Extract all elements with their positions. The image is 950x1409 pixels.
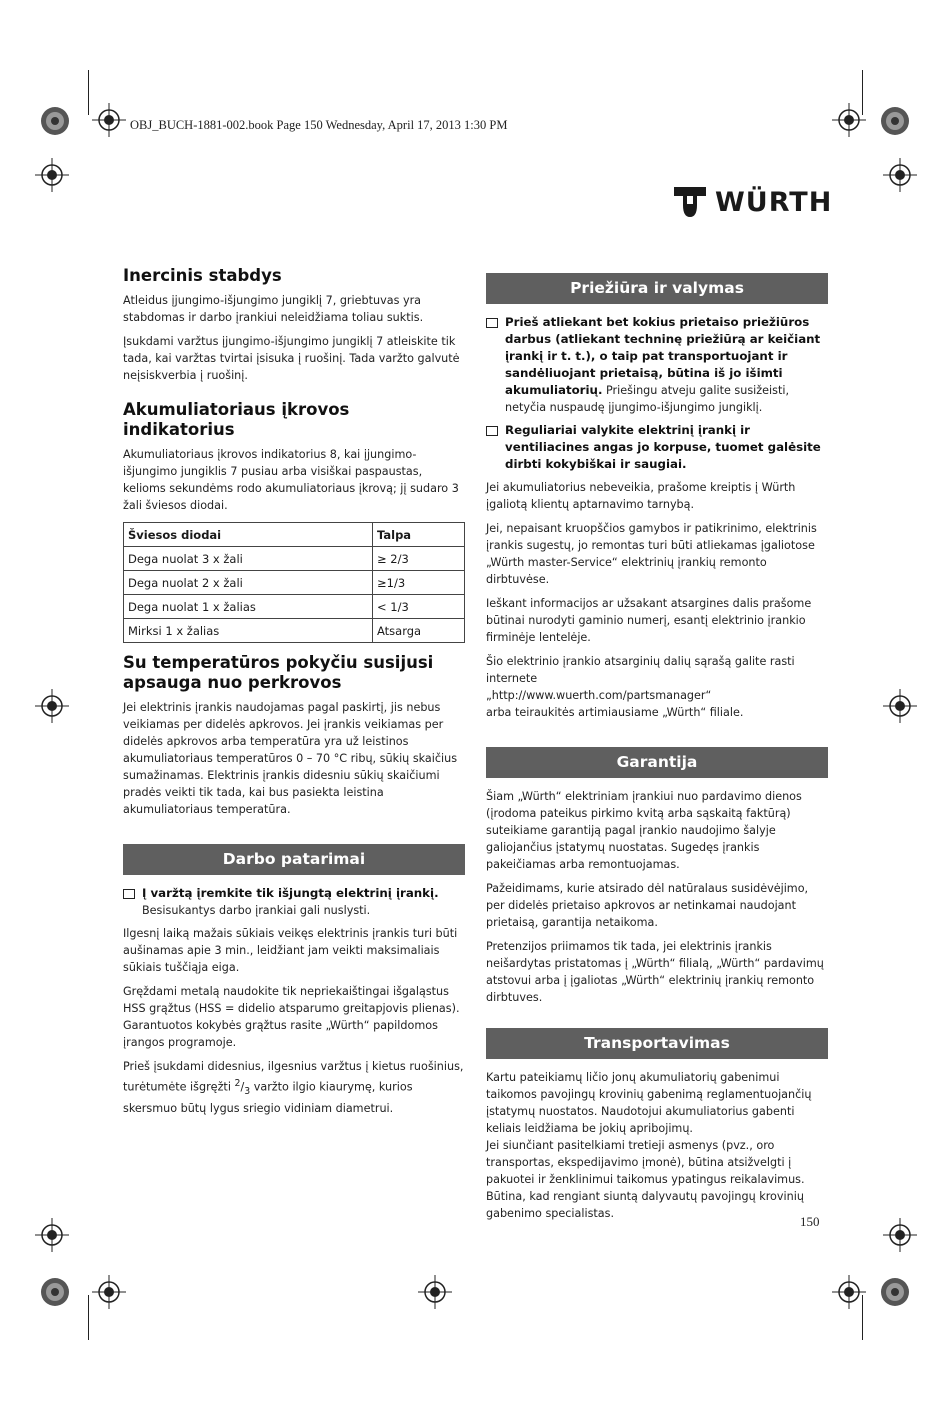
checkbox-icon <box>486 318 498 328</box>
table-cell: Mirksi 1 x žalias <box>124 619 373 643</box>
checkbox-icon <box>486 426 498 436</box>
paragraph: Pretenzijos priimamos tik tada, jei elektrinis įrankis neišardytas pristatomas į „Würth“ filialą, „Würth“ pardavimų atstovui arba į įgaliotas „Würth“ elektrinių įrankių remonto dirbtuves. <box>486 940 824 1004</box>
right-column <box>486 273 828 1229</box>
paragraph: Akumuliatoriaus įkrovos indikatorius 8, kai įjungimo-išjungimo jungiklis 7 pusiau arba visiškai paspaustas, kelioms sekundėms rodo akumuliatoriaus įkrovą; jį sudaro 3 žali šviesos diodai. <box>123 448 459 512</box>
crop-line <box>862 70 863 115</box>
table-cell: Dega nuolat 2 x žali <box>124 571 373 595</box>
bullet-text <box>505 314 828 416</box>
text-run: varžto ilgio kiaurymę, kurios skersmuo būtų lygus sriegio vidiniam diametrui. <box>123 1080 413 1115</box>
registration-mark-left-bottom <box>35 1218 69 1252</box>
registration-mark-bottom-right <box>832 1275 866 1309</box>
crop-line <box>862 1295 863 1340</box>
section-title-bar: Darbo patarimai <box>123 844 465 875</box>
registration-mark-right-middle <box>883 689 917 723</box>
paragraph: Ieškant informacijos ar užsakant atsargines dalis prašome būtinai nurodyti gaminio numerį, esantį elektrinio įrankio firminėje lentelėje. <box>486 597 812 644</box>
section-transport <box>486 1028 828 1222</box>
section-warranty <box>486 747 828 1006</box>
paragraph: Šiam „Würth“ elektriniam įrankiui nuo pardavimo dienos (įrodoma pateikus pirkimo kvitą arba sąskaitą faktūrą) suteikiame garantiją pagal įrankio naudojimo šalyje galiojančius įstatymų nuostatas. Sugedęs įrankis pakeičiamas arba remontuojamas. <box>486 790 802 871</box>
table-header-row <box>124 523 465 547</box>
print-header: OBJ_BUCH-1881-002.book Page 150 Wednesday, April 17, 2013 1:30 PM <box>130 118 508 132</box>
bullet-bold: Į varžtą įremkite tik išjungtą elektrinį įrankį. <box>142 886 439 900</box>
crop-line <box>88 1295 89 1340</box>
paragraph: Jei, nepaisant kruopščios gamybos ir patikrinimo, elektrinis įrankis sugestų, jo remontas turi būti atliekamas įgaliotose „Würth master-Service“ elektrinių įrankių remonto dirbtuvėse. <box>486 522 817 586</box>
checkbox-bullet <box>486 314 828 416</box>
registration-mark-left-middle <box>35 689 69 723</box>
bullet-text <box>142 885 439 919</box>
table-cell: Dega nuolat 1 x žalias <box>124 595 373 619</box>
color-wheel-bottom-right <box>880 1277 910 1307</box>
section-title-bar: Transportavimas <box>486 1028 828 1059</box>
left-column <box>123 266 465 1124</box>
table-cell: Dega nuolat 3 x žali <box>124 547 373 571</box>
fraction-denominator: 3 <box>244 1085 251 1097</box>
registration-mark-top-left <box>92 103 126 137</box>
table-cell: Atsarga <box>373 619 465 643</box>
bullet-note: Priešingu atveju galite susižeisti, netyčia nuspaudę įjungimo-išjungimo jungiklį. <box>505 384 790 414</box>
page-number: 150 <box>800 1214 820 1229</box>
brand-logo-text: WÜRTH <box>715 186 833 218</box>
fraction-numerator: 2 <box>234 1078 241 1089</box>
bullet-bold: Reguliariai valykite elektrinį įrankį ir ventiliacines angas jo korpuse, tuomet galėsite dirbti kokybiškai ir saugiai. <box>505 423 821 471</box>
section-title-bar: Garantija <box>486 747 828 778</box>
paragraph: arba teiraukitės artimiausiame „Würth“ filiale. <box>486 706 744 719</box>
paragraph: Prieš įsukdami didesnius, ilgesnius varžtus į kietus ruošinius, turėtumėte išgręžti $^2/_3$ varžto ilgio kiaurymę, kurios skersmuo būtų lygus sriegio vidiniam diametrui. <box>123 1060 464 1115</box>
registration-mark-top-right <box>832 103 866 137</box>
checkbox-icon <box>123 889 135 899</box>
wurth-logo-icon <box>673 185 707 219</box>
section-maintenance <box>486 273 828 721</box>
paragraph: Ilgesnį laiką mažais sūkiais veikęs elektrinis įrankis turi būti aušinamas apie 3 min., leidžiant jam veikti maksimaliais sūkiais tuščiąja eiga. <box>123 927 458 974</box>
table-cell: < 1/3 <box>373 595 465 619</box>
registration-mark-bottom-left <box>92 1275 126 1309</box>
registration-mark-left-top <box>35 158 69 192</box>
crop-line <box>88 70 89 115</box>
checkbox-bullet <box>123 885 465 919</box>
table-row <box>124 571 465 595</box>
table-cell: ≥1/3 <box>373 571 465 595</box>
paragraph: Kartu pateikiamų ličio jonų akumuliatorių gabenimui taikomos pavojingų krovinių gabenimą reglamentuojančių įstatymų nuostatos. Naudotojui akumuliatorius gabenti keliais leidžiama be jokių apribojimų. <box>486 1071 812 1135</box>
paragraph: Atleidus įjungimo-išjungimo jungiklį 7, griebtuvas yra stabdomas ir darbo įrankiui neleidžiama toliau suktis. <box>123 294 424 324</box>
table-header-cell: Šviesos diodai <box>124 523 373 547</box>
table-row <box>124 619 465 643</box>
paragraph: Jei akumuliatorius nebeveikia, prašome kreiptis į Würth įgaliotą klientų aptarnavimo tarnybą. <box>486 481 796 511</box>
color-wheel-top-right <box>880 106 910 136</box>
section-overload-protection <box>123 653 465 818</box>
bullet-bold: Prieš atliekant bet kokius prietaiso priežiūros darbus (atliekant techninę priežiūrą ar keičiant įrankį ir t. t.), o taip pat transportuojant ir sandėliuojant prietaisą, būtina iš jo išimti akumuliatorių. <box>505 315 821 397</box>
checkbox-bullet <box>486 422 828 473</box>
section-inertial-brake <box>123 266 465 384</box>
registration-mark-bottom-center <box>418 1275 452 1309</box>
registration-mark-right-bottom <box>883 1218 917 1252</box>
paragraph: Gręždami metalą naudokite tik nepriekaištingai išgaląstus HSS grąžtus (HSS = didelio atsparumo greitapjovis plienas). Garantuotos kokybės grąžtus rasite „Würth“ papildomos įrangos programoje. <box>123 985 460 1049</box>
section-work-tips <box>123 844 465 1117</box>
section-title: Akumuliatoriaus įkrovos indikatorius <box>123 400 350 439</box>
paragraph: Jei elektrinis įrankis naudojamas pagal paskirtį, jis nebus veikiamas per didelės apkrovos. Jei įrankis veikiamas per didelės apkrovos arba temperatūra yra už leistinos akumuliatoriaus temperatūros 0 – 70 °C ribų, sūkių skaičius sumažinamas. Elektrinis įrankis didesniu sūkių skaičiumi pradės veikti tik tada, kai bus pasiekta leistina akumuliatoriaus temperatūra. <box>123 701 458 816</box>
paragraph <box>486 653 828 687</box>
bullet-note: Besisukantys darbo įrankiai gali nuslysti. <box>142 904 371 917</box>
section-title-bar: Priežiūra ir valymas <box>486 273 828 304</box>
bullet-text <box>505 422 828 473</box>
registration-mark-right-top <box>883 158 917 192</box>
text-run: Šio elektrinio įrankio atsarginių dalių sąrašą galite rasti internete <box>486 655 795 685</box>
parts-url: „http://www.wuerth.com/partsmanager“ <box>486 689 712 702</box>
table-header-cell: Talpa <box>373 523 465 547</box>
table-row <box>124 547 465 571</box>
led-table <box>123 522 465 643</box>
color-wheel-top-left <box>40 106 70 136</box>
paragraph: Jei siunčiant pasitelkiami tretieji asmenys (pvz., oro transportas, ekspedijavimo įmonė), būtina atsižvelgti į pakuotei ir ženklinimui taikomus ypatingus reikalavimus. Būtina, kad rengiant siuntą dalyvautų pavojingų krovinių gabenimo specialistas. <box>486 1139 805 1220</box>
paragraph: Įsukdami varžtus įjungimo-išjungimo jungiklį 7 atleiskite tik tada, kai varžtas tvirtai įsisuka į ruošinį. Tada varžto galvutė neįsiskverbia į ruošinį. <box>123 335 460 382</box>
paragraph: Pažeidimams, kurie atsirado dėl natūralaus susidėvėjimo, per didelės prietaiso apkrovos ar netinkamai naudojant prietaisą, garantija netaikoma. <box>486 882 809 929</box>
table-row <box>124 595 465 619</box>
section-title: Su temperatūros pokyčiu susijusi apsauga nuo perkrovos <box>123 653 434 692</box>
color-wheel-bottom-left <box>40 1277 70 1307</box>
section-title: Inercinis stabdys <box>123 266 282 285</box>
section-battery-indicator <box>123 400 465 643</box>
text-run: Prieš įsukdami didesnius, ilgesnius varžtus į kietus ruošinius, turėtumėte išgręžti <box>123 1060 464 1094</box>
brand-logo <box>673 185 832 219</box>
table-cell: ≥ 2/3 <box>373 547 465 571</box>
